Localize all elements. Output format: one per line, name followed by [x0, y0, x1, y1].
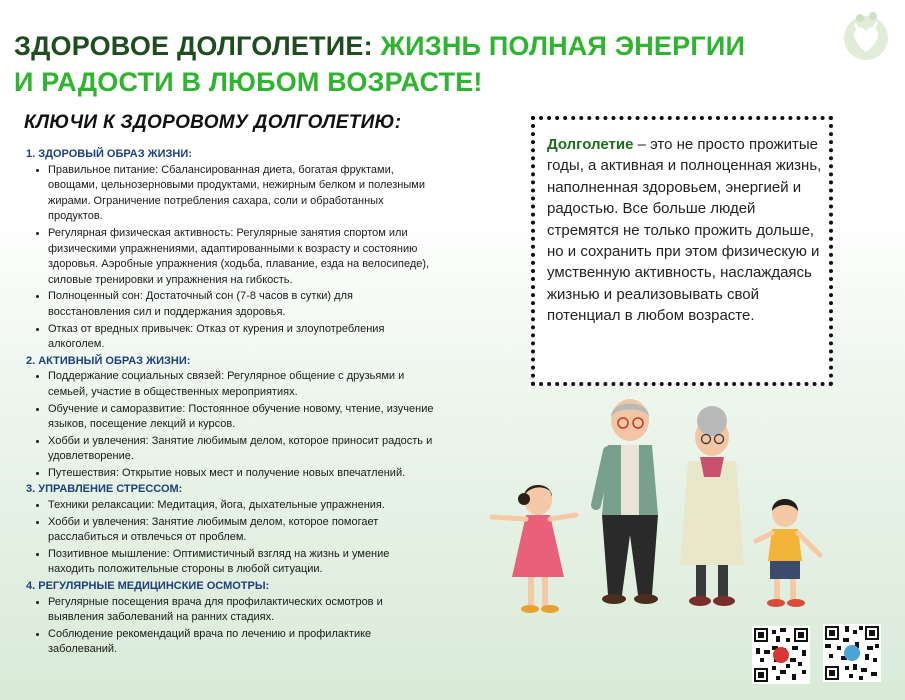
section-list [26, 369, 436, 481]
logo-icon [841, 6, 891, 66]
list-item: • Правильное питание: Сбалансированная диета, богатая фруктами, овощами, цельнозерновыми продуктами, нежирным белком и полезными жирами. Ограничение потребления сахара, соли и обработанных продуктов. [48, 163, 436, 225]
list-item: • Хобби и увлечения: Занятие любимым делом, которое помогает расслабиться и отвлечься от проблем. [48, 515, 436, 546]
subtitle: КЛЮЧИ К ЗДОРОВОМУ ДОЛГОЛЕТИЮ: [24, 112, 402, 133]
section-list [26, 163, 436, 353]
section-title: 2. АКТИВНЫЙ ОБРАЗ ЖИЗНИ: [26, 354, 191, 367]
definition-text [547, 134, 822, 327]
section-title: 4. РЕГУЛЯРНЫЕ МЕДИЦИНСКИЕ ОСМОТРЫ: [26, 580, 270, 593]
page-title [14, 28, 745, 100]
list-item: • Техники релаксации: Медитация, йога, дыхательные упражнения. [48, 498, 436, 514]
section-list [26, 595, 436, 658]
definition-body: – это не просто прожитые годы, а активная и полноценная жизнь, наполненная здоровьем, энергией и радостью. Все больше людей стремятся не только прожить дольше, но и сохранить при этом физическую и умственную активность, наслаждаясь жизнью и реализовывать свой потенциал в любом возрасте. [547, 136, 822, 325]
boy-figure [756, 499, 820, 607]
list-item: • Отказ от вредных привычек: Отказ от курения и злоупотребления алкоголем. [48, 322, 436, 353]
qr-code-right[interactable] [823, 624, 881, 682]
definition-box [531, 116, 833, 386]
title-line2: И РАДОСТИ В ЛЮБОМ ВОЗРАСТЕ! [14, 67, 483, 97]
grandfather-figure [596, 399, 658, 604]
list-item: • Соблюдение рекомендаций врача по лечению и профилактике заболеваний. [48, 627, 436, 658]
grandmother-figure [680, 406, 744, 606]
section-active-lifestyle [26, 354, 436, 482]
list-item: • Позитивное мышление: Оптимистичный взгляд на жизнь и умение находить положительные стороны в любой ситуации. [48, 547, 436, 578]
list-item: • Полноценный сон: Достаточный сон (7-8 часов в сутки) для восстановления сил и поддержания здоровья. [48, 289, 436, 320]
list-item: • Регулярная физическая активность: Регулярные занятия спортом или физическими упражнениями, адаптированными к возрасту и состоянию здоровья. Аэробные упражнения (ходьба, плавание, езда на велосипеде), силовые тренировки и упражнения на гибкость. [48, 226, 436, 288]
section-title: 3. УПРАВЛЕНИЕ СТРЕССОМ: [26, 483, 183, 496]
list-item: • Поддержание социальных связей: Регулярное общение с друзьями и семьей, участие в общественных мероприятиях. [48, 369, 436, 400]
section-list [26, 498, 436, 578]
keys-content [26, 147, 436, 659]
list-item: • Обучение и саморазвитие: Постоянное обучение новому, чтение, изучение языков, посещение лекций и курсов. [48, 402, 436, 433]
list-item: • Регулярные посещения врача для профилактических осмотров и выявления заболеваний на ранних стадиях. [48, 595, 436, 626]
qr-code-left[interactable] [752, 626, 810, 684]
family-illustration [480, 395, 830, 625]
section-healthy-lifestyle [26, 147, 436, 353]
girl-figure [492, 485, 576, 613]
section-title: 1. ЗДОРОВЫЙ ОБРАЗ ЖИЗНИ: [26, 148, 192, 160]
title-part2: ЖИЗНЬ ПОЛНАЯ ЭНЕРГИИ [380, 31, 746, 61]
section-stress-management [26, 482, 436, 578]
title-part1: ЗДОРОВОЕ ДОЛГОЛЕТИЕ: [14, 31, 381, 61]
list-item: • Хобби и увлечения: Занятие любимым делом, которое приносит радость и удовлетворение. [48, 434, 436, 465]
section-medical-checkups [26, 579, 436, 658]
definition-keyword: Долголетие [547, 136, 634, 153]
list-item: • Путешествия: Открытие новых мест и получение новых впечатлений. [48, 466, 436, 482]
